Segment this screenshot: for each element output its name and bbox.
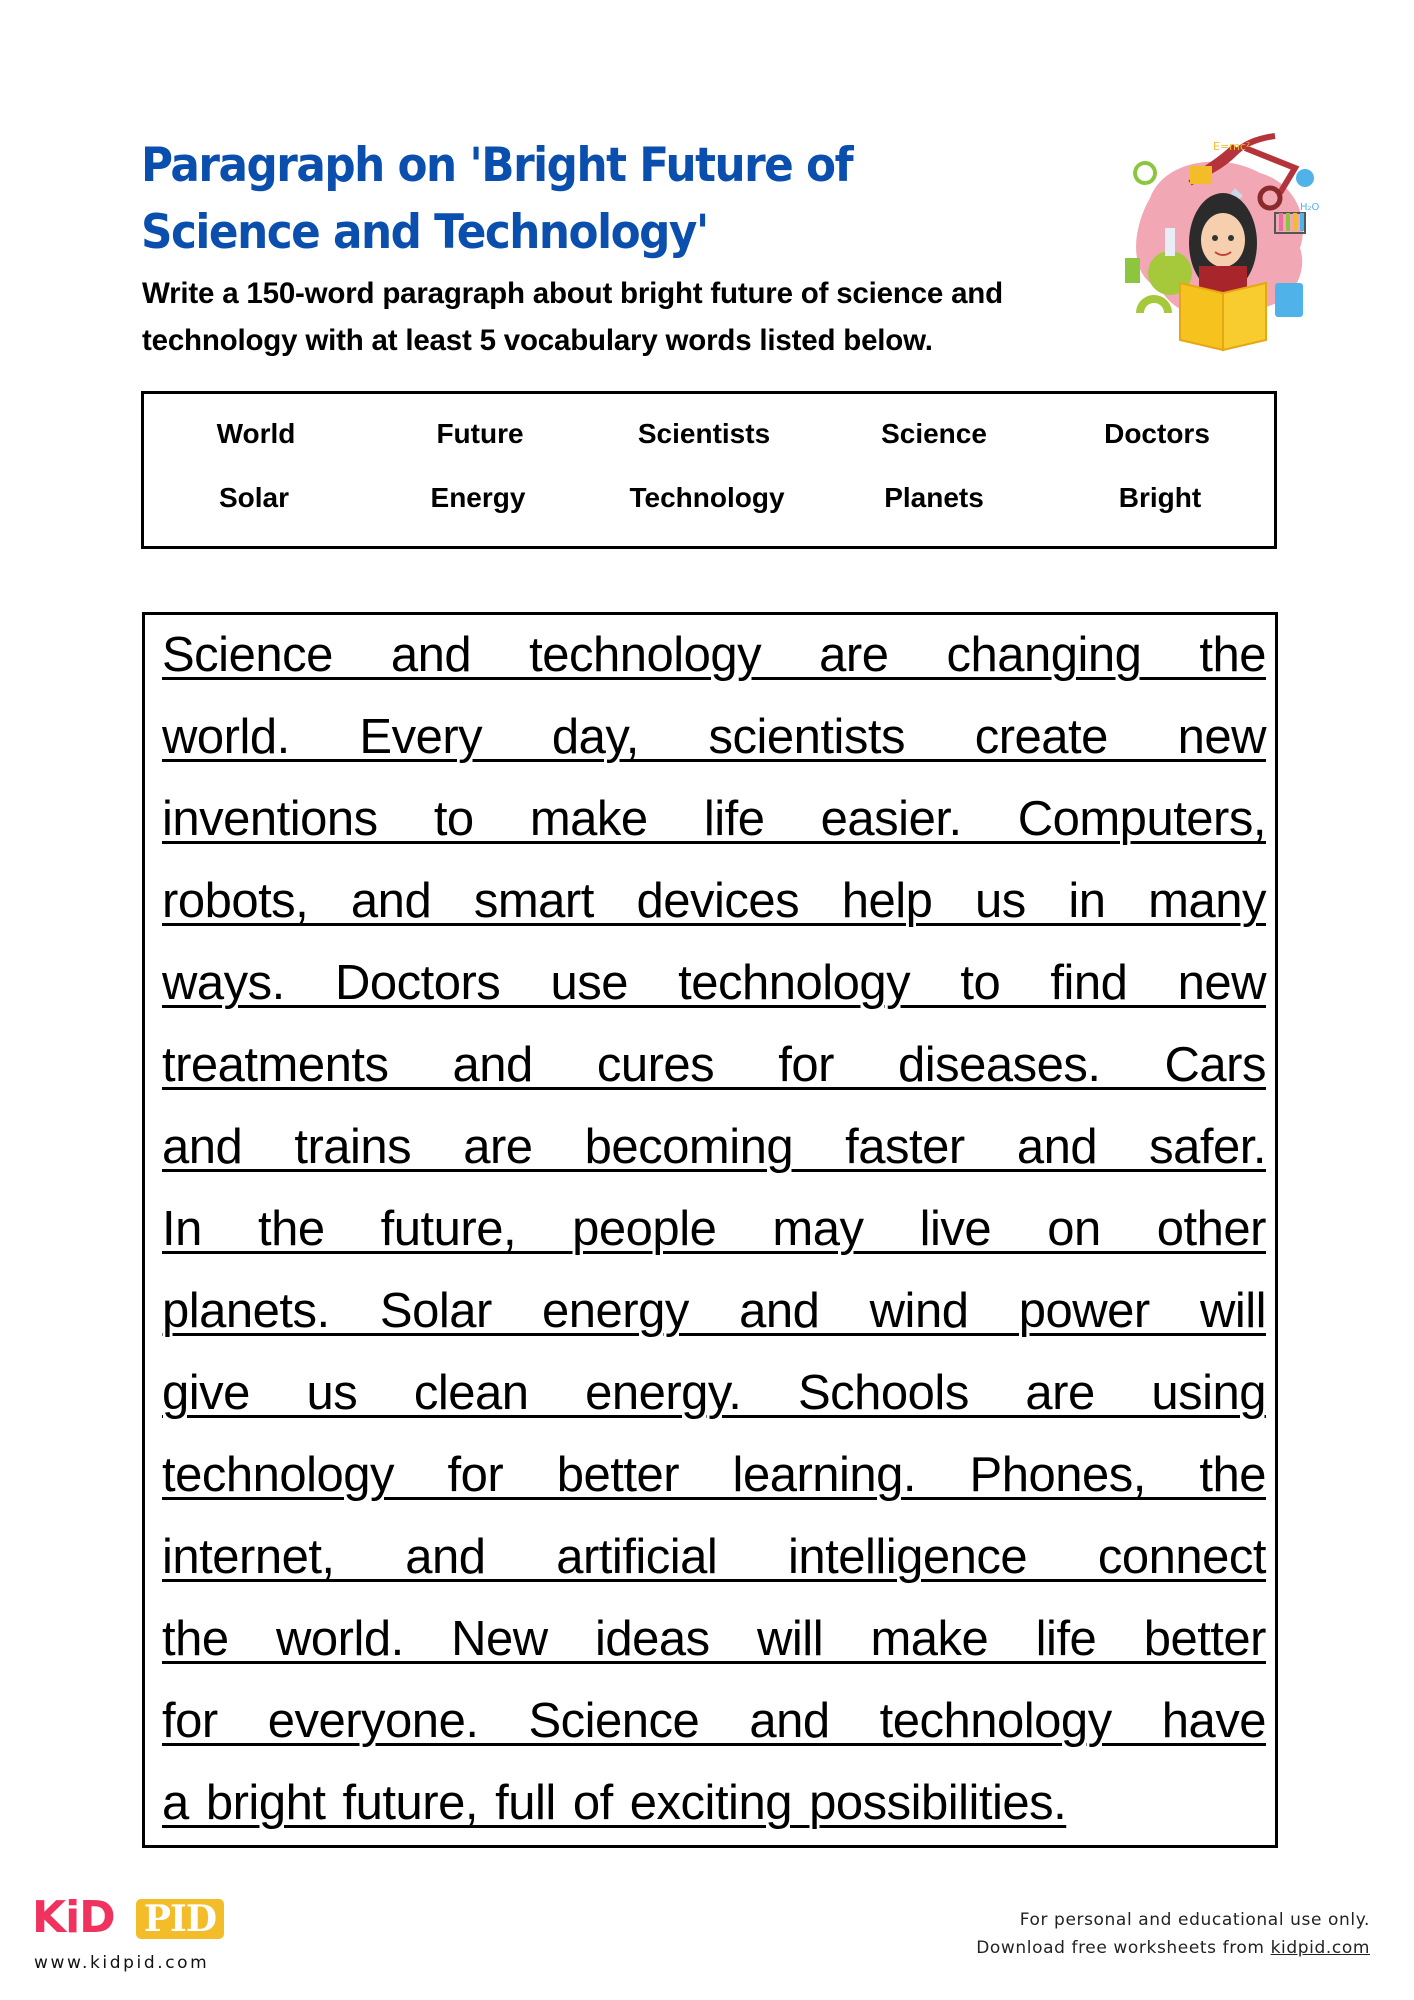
download-note: Download free worksheets from kidpid.com [976,1938,1370,1958]
science-girl-reading-illustration [1095,128,1345,358]
svg-text:E=mc²: E=mc² [1213,140,1251,153]
vocabulary-row [144,482,1274,522]
footer-note [976,1906,1370,1962]
paragraph-line: planets. Solar energy and wind power will [162,1284,1266,1338]
paragraph-line: give us clean energy. Schools are using [162,1366,1266,1420]
logo-url: www.kidpid.com [34,1953,210,1973]
kidpid-link[interactable]: kidpid.com [1270,1938,1370,1958]
vocabulary-word: Scientists [637,418,771,449]
paragraph-line: technology for better learning. Phones, the [162,1448,1266,1502]
paragraph-line: the world. New ideas will make life better [162,1612,1266,1666]
paragraph-line: robots, and smart devices help us in many [162,874,1266,928]
usage-note: For personal and educational use only. [1019,1910,1370,1930]
paragraph-line: inventions to make life easier. Computers, [162,792,1266,846]
logo-pid-badge: PID [136,1899,224,1939]
logo-kid-text: KiD [32,1892,115,1943]
paragraph-box [142,612,1278,1848]
vocabulary-word: Future [436,418,524,449]
paragraph-line: internet, and artificial intelligence connect [162,1530,1266,1584]
paragraph-line: for everyone. Science and technology have [162,1694,1266,1748]
paragraph-line: treatments and cures for diseases. Cars [162,1038,1266,1092]
vocabulary-word: Solar [218,482,290,513]
vocabulary-word: Technology [629,482,785,513]
paragraph-line: and trains are becoming faster and safer. [162,1120,1266,1174]
vocabulary-word: Science [881,418,987,449]
vocabulary-word: Bright [1118,482,1202,513]
vocabulary-word: World [216,418,296,449]
vocabulary-word: Energy [430,482,526,513]
vocabulary-word: Doctors [1104,418,1210,449]
vocabulary-box [141,391,1277,549]
paragraph-line: Science and technology are changing the [162,628,1266,682]
vocabulary-word: Planets [884,482,984,513]
page-title: Paragraph on 'Bright Future of Science and Technology' [141,138,853,260]
paragraph-line: In the future, people may live on other [162,1202,1266,1256]
instructions: Write a 150-word paragraph about bright future of science and technology with at least 5 vocabulary words listed below. [142,277,1003,357]
paragraph-line: ways. Doctors use technology to find new [162,956,1266,1010]
svg-text:H₂O: H₂O [1300,202,1320,213]
paragraph-line: a bright future, full of exciting possibilities. [162,1776,1067,1830]
vocabulary-row [144,418,1274,458]
paragraph-line: world. Every day, scientists create new [162,710,1266,764]
